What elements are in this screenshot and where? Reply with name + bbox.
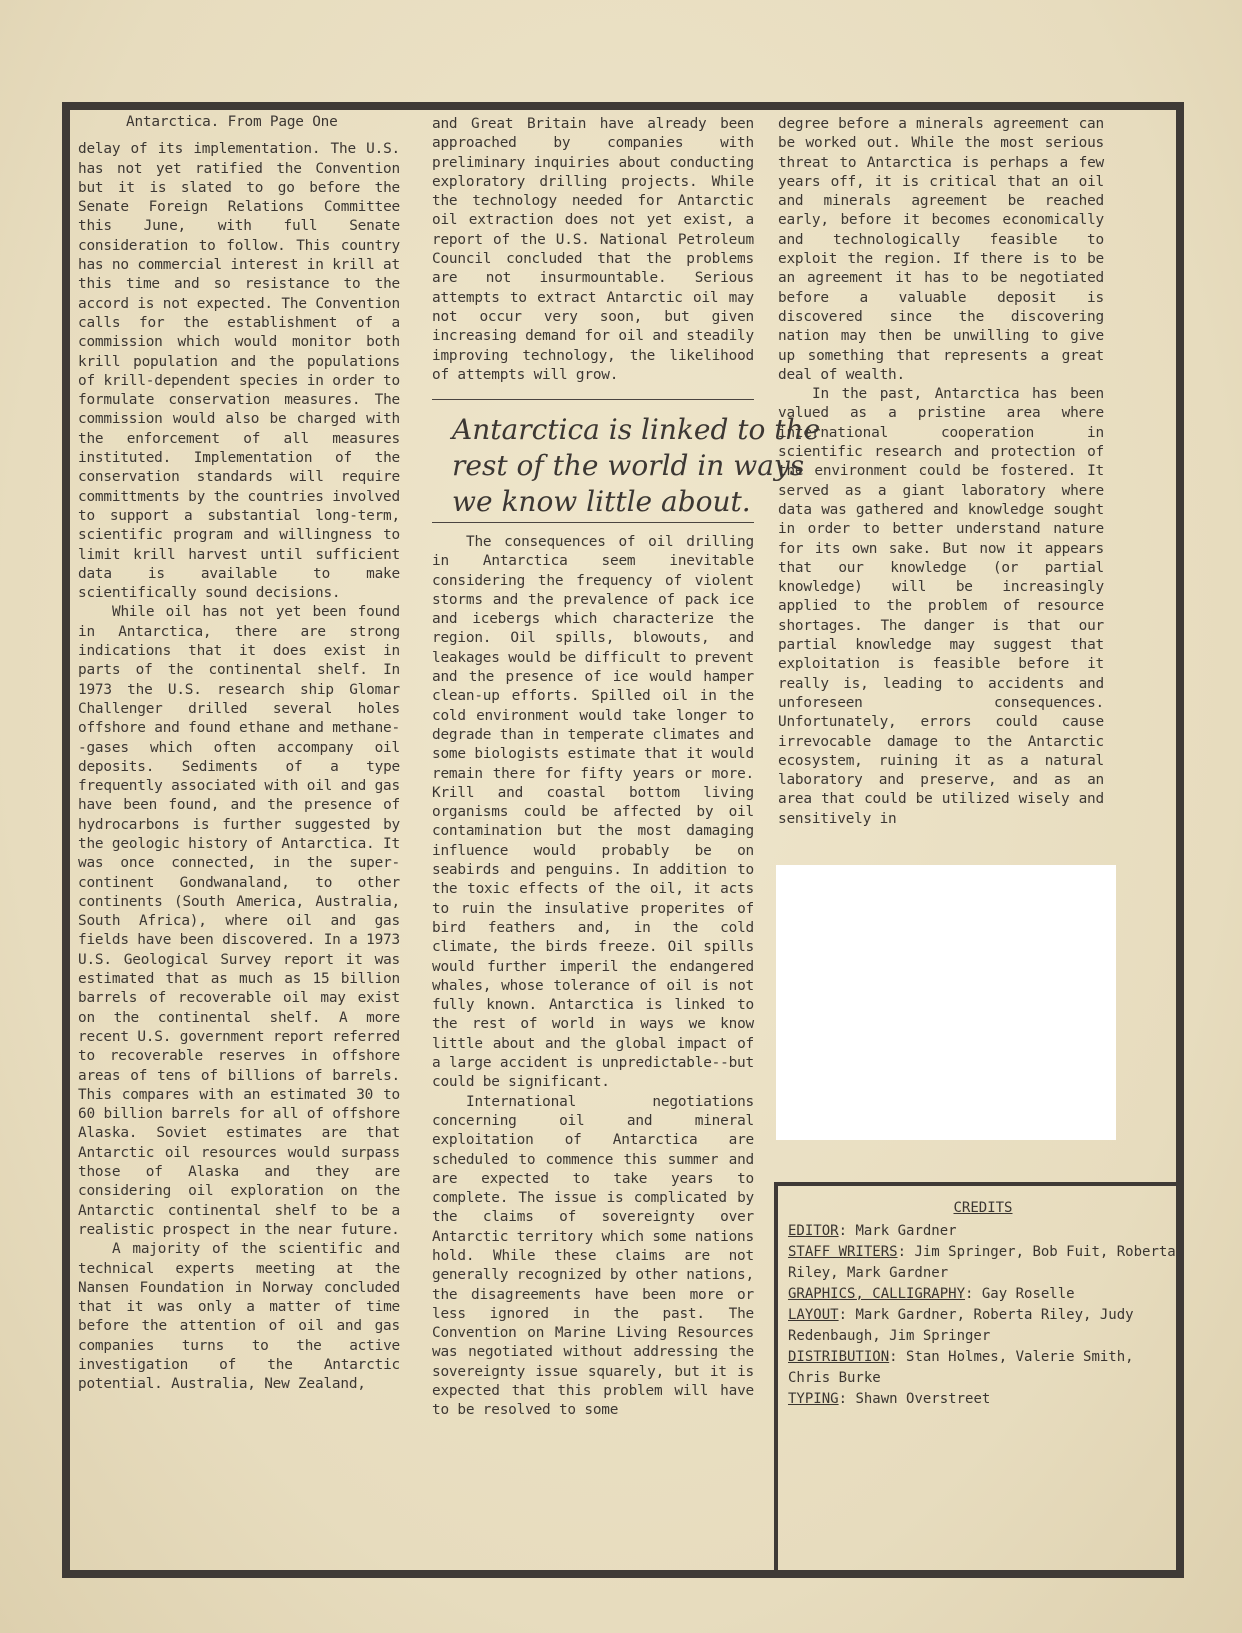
article-column-2-continued [432,533,754,1421]
paragraph: While oil has not yet been found in Antarctica, there are strong indications that it does exist in parts of the continental shelf. In 1973 the U.S. research ship Glomar Challenger drilled several holes offshore and found ethane and methane--gases which often accompany oil deposits. Sediments of a type frequently associated with oil and gas have been found, and the presence of hydrocarbons is further suggested by the geologic history of Antarctica. It was once connected, in the super-continent Gondwanaland, to other continents (South America, Australia, South Africa), where oil and gas fields have been discovered. In a 1973 U.S. Geological Survey report it was estimated that as much as 15 billion barrels of recoverable oil may exist on the continental shelf. A more recent U.S. government report referred to recoverable reserves in offshore areas of tens of billions of barrels. This compares with an estimated 30 to 60 billion barrels for all of offshore Alaska. Soviet estimates are that Antarctic oil resources would surpass those of Alaska and they are considering oil exploration on the Antarctic continental shelf to be a realistic prospect in the near future. [78,604,400,1238]
credit-names: Mark Gardner, Roberta Riley, Judy Redenbaugh, Jim Springer [788,1307,1134,1344]
credit-label: LAYOUT [788,1307,839,1323]
pull-quote-line: rest of the world in ways [452,449,805,482]
credit-row: STAFF WRITERS: Jim Springer, Bob Fuit, Roberta Riley, Mark Gardner [788,1244,1176,1281]
credit-row: TYPING: Shawn Overstreet [788,1391,991,1407]
pull-quote-line: we know little about. [452,485,751,518]
credit-names: Shawn Overstreet [855,1391,991,1407]
paragraph: degree before a minerals agreement can be worked out. While the most serious threat to Antarctica is perhaps a few years off, it is critical that an oil and minerals agreement be reached early, before it becomes economically and technologically feasible to exploit the region. If there is to be an agreement it has to be negotiated before a valuable deposit is discovered since the discovering nation may then be unwilling to give up something that represents a great deal of wealth. [778,116,1104,383]
credit-names: Stan Holmes, Valerie Smith, Chris Burke [788,1349,1134,1386]
paragraph: The consequences of oil drilling in Antarctica seem inevitable considering the frequency of violent storms and the prevalence of pack ice and icebergs which characterize the region. Oil spills, blowouts, and leakages would be difficult to prevent and the presence of ice would hamper clean-up efforts. Spilled oil in the cold environment would take longer to degrade than in temperate climates and some biologists estimate that it would remain there for fifty years or more. Krill and coastal bottom living organisms could be affected by oil contamination but the most damaging influence would probably be on seabirds and penguins. In addition to the toxic effects of the oil, it acts to ruin the insulative properites of bird feathers and, in the cold climate, the birds freeze. Oil spills would further imperil the endangered whales, whose tolerance of oil is not fully known. Antarctica is linked to the rest of world in ways we know little about and the global impact of a large accident is unpredictable--but could be significant. [432,534,754,1091]
paragraph: International negotiations concerning oil and mineral exploitation of Antarctica are scheduled to commence this summer and are expected to take years to complete. The issue is complicated by the claims of sovereignty over Antarctic territory which some nations hold. While these claims are not generally recognized by other nations, the disagreements have been more or less ignored in the past. The Convention on Marine Living Resources was negotiated without addressing the sovereignty issue squarely, but it is expected that this problem will have to be resolved to some [432,1093,754,1419]
credit-label: TYPING [788,1391,839,1407]
credit-row: EDITOR: Mark Gardner [788,1223,957,1239]
pull-quote-line: Antarctica is linked to the [452,413,821,446]
article-column-3 [778,115,1104,829]
credits-box [774,1182,1184,1578]
credit-label: STAFF WRITERS [788,1244,898,1260]
pull-quote [432,399,821,523]
credit-names: Gay Roselle [981,1286,1075,1302]
credit-label: EDITOR [788,1223,839,1239]
credit-row: LAYOUT: Mark Gardner, Roberta Riley, Judy Redenbaugh, Jim Springer [788,1307,1134,1344]
credit-names: Mark Gardner [855,1223,957,1239]
credit-label: DISTRIBUTION [788,1349,890,1365]
credit-row: DISTRIBUTION: Stan Holmes, Valerie Smith, Chris Burke [788,1349,1134,1386]
credit-names: Jim Springer, Bob Fuit, Roberta Riley, Mark Gardner [788,1244,1176,1281]
continued-from-heading: Antarctica. From Page One [126,114,338,130]
article-column-1 [78,113,400,1395]
paragraph: A majority of the scientific and technical experts meeting at the Nansen Foundation in Norway concluded that it was only a matter of time before the attention of oil and gas companies turns to the active investigation of the Antarctic potential. Australia, New Zealand, [78,1241,400,1393]
paragraph: In the past, Antarctica has been valued as a pristine area where international cooperation in scientific research and protection of the environment could be fostered. It served as a giant laboratory where data was gathered and knowledge sought in order to better understand nature for its own sake. But now it appears that our knowledge (or partial knowledge) will be increasingly applied to the problem of resource shortages. The danger is that our partial knowledge may suggest that exploitation is feasible before it really is, leading to accidents and unforeseen consequences. Unfortunately, errors could cause irrevocable damage to the Antarctic ecosystem, ruining it as a natural laboratory and preserve, and as an area that could be utilized wisely and sensitively in [778,386,1104,827]
paragraph: delay of its implementation. The U.S. has not yet ratified the Convention but it is slated to go before the Senate Foreign Relations Committee this June, with full Senate consideration to follow. This country has no commercial interest in krill at this time and so resistance to the accord is not expected. The Convention calls for the establishment of a commission which would monitor both krill population and the populations of krill-dependent species in order to formulate conservation measures. The commission would also be charged with the enforcement of all measures instituted. Implementation of the conservation standards will require committments by the countries involved to support a substantial long-term, scientific program and willingness to limit krill harvest until sufficient data is available to make scientifically sound decisions. [78,141,400,602]
credit-label: GRAPHICS, CALLIGRAPHY [788,1286,966,1302]
article-column-2 [432,115,754,385]
paragraph: and Great Britain have already been approached by companies with preliminary inquiries about conducting exploratory drilling projects. While the technology needed for Antarctic oil extraction does not yet exist, a report of the U.S. National Petroleum Council concluded that the problems are not insurmountable. Serious attempts to extract Antarctic oil may not occur very soon, but given increasing demand for oil and steadily improving technology, the likelihood of attempts will grow. [432,116,754,383]
credit-row: GRAPHICS, CALLIGRAPHY: Gay Roselle [788,1286,1075,1302]
photo-placeholder [776,865,1116,1140]
credits-title: CREDITS [953,1200,1013,1216]
